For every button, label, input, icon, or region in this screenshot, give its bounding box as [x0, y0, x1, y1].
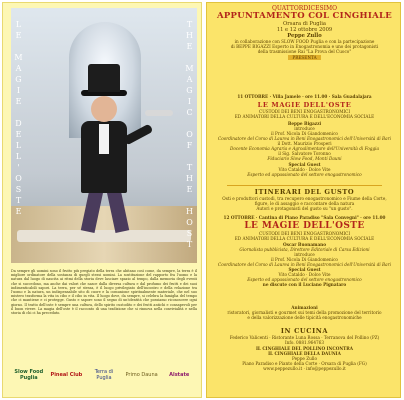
serving-tray	[145, 110, 173, 116]
intro-text: Da sempre gli uomini sono il frutto più pregiato della terra che abitano così come, da sempre, la terra è il migliore ordinatore della sostanza di quegli stessi uomini. La sostituzione del rapporto fra l'uomo e la natura dal luogo di nascita ai ritmi della storia deve lasciare spazio al tempo, dalla memoria degli eventi che si succedono, ma anche dai valori che nasce dalla diversa cultura e dal profumo dei frutti e dei suoi indimenticabili sapori. La terra, per sé stessa, è il luogo privilegiato dell'incontro e della relazione tra l'uomo e la natura, un indispensabile sito di cuore e la comunione spiritualmente materiale, che nel suo mistero trasforma la vita in cibo e il cibo in vita. Il luogo dove, da sempre, si celebra la famiglia del tempo che ci mantiene e ci protegge. Gusto e sapore sono il segno di un'identità che possiamo riconoscere ogni giorno. Il tratto dell'oste è sempre una cultura, dello spirito custodito e dei frutti antichi e consapevoli per il buon vivere. La magia dell'oste è il racconto di una tradizione che si rinnova nella convivialità e nella storia di chi ci ha preceduto.	[11, 269, 197, 316]
collab-line: della trasmissione Rai "La Prova del Cuoco"	[257, 49, 352, 54]
sponsor-logo: Pineal Club	[50, 372, 83, 378]
special-guest-role: Esperto ed appassionato del settore enogastronomico	[247, 172, 362, 177]
speaker: il Dott. Maurizio Prosperi	[277, 141, 332, 146]
info-phone: Info. 0881.964763	[285, 340, 324, 345]
org-line: IL CINGHIALE DELLA DAUNIA	[268, 351, 341, 356]
moderator: ne discute con il Luciano Pignataro	[262, 282, 347, 287]
event1-subtitle: ED ANIMATORI DELLA CULTURA E DELL'ECONOMIA SOCIALE	[234, 114, 375, 119]
special-guest: Vito Cataldo · Dolce Vite	[278, 272, 331, 277]
speaker: il Sig. Salvatore Toronno	[278, 151, 331, 156]
speaker-role: Fiduciario Slow Food, Monti Dauni	[267, 156, 342, 161]
event2-title: LE MAGIE DELL'OSTE	[244, 221, 365, 231]
event2-time: 12 OTTOBRE · Cantina di Piano Paradiso "Sala Convegni" · ore 11.00	[223, 215, 386, 220]
special-guest-label: Special Guest	[288, 162, 321, 167]
sponsor-logo: Alstate	[169, 372, 190, 378]
event2-subtitle: CUSTODI DEI BENI ENOGASTRONOMICI	[258, 231, 351, 236]
collab-line: di BEPPE BIGAZZI Esperto in Enogastronomia e uno dei protagonisti	[230, 44, 379, 49]
itinerari-line: figure, le di assaggio e raccontare della natura	[254, 201, 355, 206]
host-photo	[11, 8, 197, 263]
itinerari-line: Osti e produttori custodi, tra recupero enogastronomico e Fiume della Corte,	[222, 196, 387, 201]
presenta-label: PRESENTA	[288, 55, 320, 60]
special-guest-label: Special Guest	[288, 267, 321, 272]
host-shirt	[99, 124, 109, 154]
left-panel	[2, 2, 202, 398]
speaker-role: Coordinatore del Corso di Laurea in Beni Enogastronomici dell'Università di Bari	[218, 262, 391, 267]
banquet-table	[17, 230, 191, 242]
cucina-title: IN CUCINA	[280, 327, 329, 335]
event1-intro: introduce	[294, 126, 315, 131]
event2-guest-role: Giornalista pubblicista, Direttore Editoriale di Carsa Edizioni	[239, 247, 370, 252]
divider	[227, 185, 382, 186]
event1-subtitle: CUSTODI DEI BENI ENOGASTRONOMICI	[258, 109, 351, 114]
sponsor-logo: Terra di Puglia	[94, 369, 114, 381]
flyer	[2, 2, 401, 398]
header	[213, 6, 396, 60]
collab-line: in collaborazione con SLOW FOOD Puglia e con la partecipazione	[234, 39, 375, 44]
special-guest: Vito Cataldo · Dolce Vite	[278, 167, 331, 172]
edition-label: QUATTORDICESIMO	[271, 5, 338, 12]
special-guest-role: Esperto ed appassionato del settore enogastronomico	[247, 277, 362, 282]
animazioni-title: Animazioni	[291, 305, 318, 310]
sponsor-logo: Primo Dauna	[125, 372, 158, 378]
event2-guest: Oscar Buonamano	[282, 242, 327, 247]
vertical-title-left: LE MAGIE DELL'OSTE	[14, 20, 23, 218]
right-panel	[206, 2, 401, 398]
event1-title: LE MAGIE DELL'OSTE	[257, 101, 352, 109]
speaker: il Prof. Nicola Di Giandomenico	[271, 131, 338, 136]
event-title: APPUNTAMENTO COL CINGHIALE	[216, 11, 393, 21]
speaker-role: Docente Economia Agraria e Agroalimentare dell'Università di Foggia	[229, 146, 380, 151]
host-face	[91, 96, 117, 122]
web-link[interactable]: www.peppezullo.it · info@peppezullo.it	[263, 366, 346, 371]
event1-time: 11 OTTOBRE · Villa Jamele · ore 11.00 · Sala Guadalajara	[237, 94, 372, 99]
cucina-section	[213, 327, 396, 371]
animazioni-line: ristoratori, giornalisti e gourmet sui temi della promozione del territorio	[227, 310, 382, 315]
address: Piano Paradiso e Pianto della Corte · Orsara di Puglia (FG)	[242, 361, 367, 366]
vertical-title-right: THE MAGIC OF THE HOST	[185, 20, 194, 251]
event-day-2	[213, 215, 396, 287]
event-dates: 11 e 12 ottobre 2009	[276, 27, 333, 33]
org-name: Peppe Zullo	[291, 356, 318, 361]
sponsor-logo: Slow Food Puglia	[14, 369, 44, 381]
event2-subtitle: ED ANIMATORI DELLA CULTURA E DELL'ECONOMIA SOCIALE	[234, 236, 375, 241]
itinerari-title: ITINERARI DEL GUSTO	[254, 188, 355, 196]
sponsor-logos	[11, 355, 197, 395]
program-by: Peppe Zullo	[287, 33, 322, 39]
event1-guest: Beppe Bigazzi	[287, 121, 322, 126]
animazioni-line: e della valorizzazione delle tipicità enogastronomiche	[247, 315, 362, 320]
speaker: il Prof. Nicola Di Giandomenico	[271, 257, 338, 262]
itinerari-line: Autori e protagonisti del gusto su "un gusto".	[256, 206, 353, 211]
event2-intro: introduce	[294, 252, 315, 257]
animazioni-section	[213, 305, 396, 320]
event-place: Orsara di Puglia	[283, 21, 326, 27]
event-day-1	[213, 94, 396, 177]
org-line: IL CINGHIALE DEL POLLINO INCONTRA	[255, 346, 354, 351]
speaker-role: Coordinatore del Corso di Laurea in Beni Enogastronomici dell'Università di Bari	[218, 136, 391, 141]
chef-line: Federico Valicenti · Ristorante Luna Rossa · Terranova del Pollino (PZ)	[229, 335, 380, 340]
top-hat	[88, 64, 120, 92]
itinerari-section	[213, 183, 396, 211]
